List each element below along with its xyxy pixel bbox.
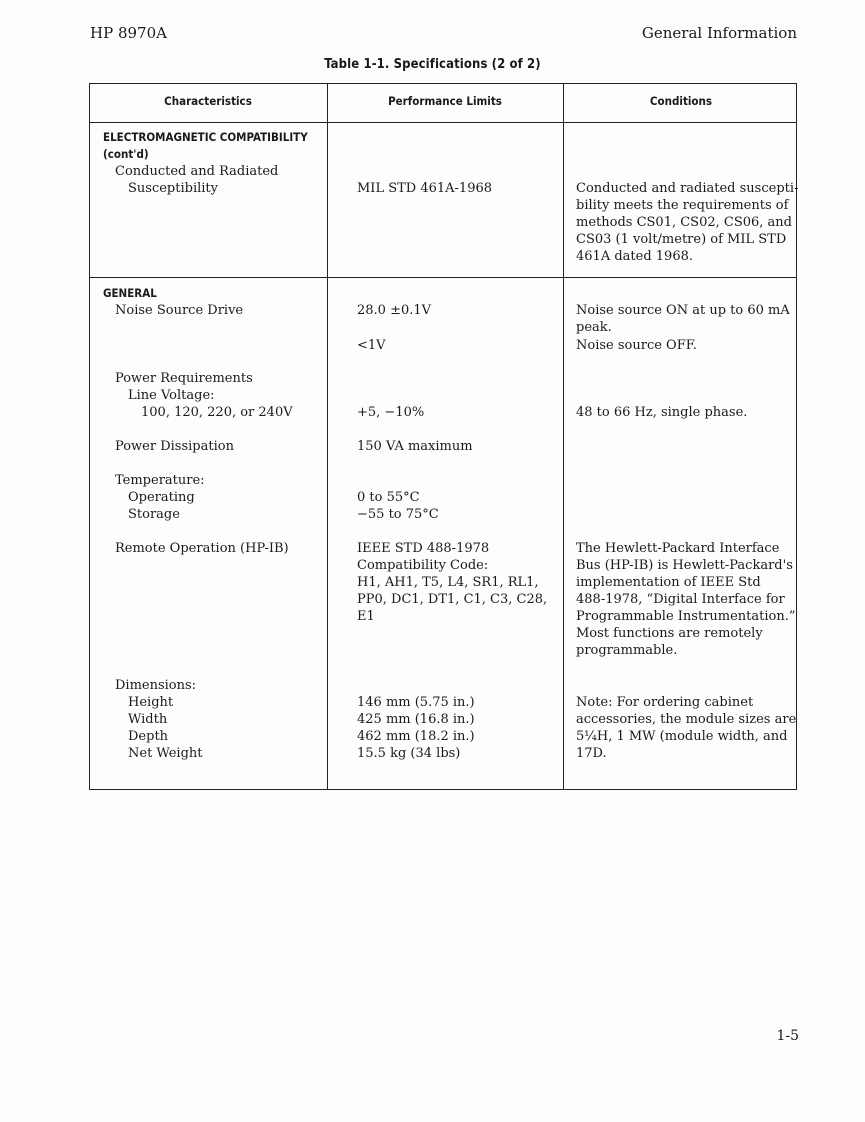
operating-temp-label: Operating	[128, 490, 195, 505]
column-header-performance-limits: Performance Limits	[388, 94, 502, 108]
dimension-label: Depth	[128, 729, 169, 744]
column-header-conditions: Conditions	[649, 94, 713, 108]
section-divider	[90, 277, 796, 278]
noise-on-condition: peak.	[576, 320, 612, 335]
remote-condition-line: 488-1978, “Digital Interface for	[576, 592, 785, 607]
header-model: HP 8970A	[90, 24, 167, 42]
emc-item-label: Susceptibility	[128, 181, 218, 196]
power-dissipation-label: Power Dissipation	[115, 439, 234, 454]
header-divider	[90, 122, 796, 123]
column-header-characteristics: Characteristics	[164, 94, 252, 108]
emc-condition-line: Conducted and radiated suscepti-	[576, 181, 799, 196]
dimension-note-line: 17D.	[576, 746, 607, 761]
line-voltage-condition: 48 to 66 Hz, single phase.	[576, 405, 748, 420]
line-voltage-label: Line Voltage:	[128, 388, 215, 403]
line-voltage-values: 100, 120, 220, or 240V	[141, 405, 293, 420]
column-divider	[563, 84, 564, 789]
dimension-note-line: Note: For ordering cabinet	[576, 695, 754, 710]
noise-on-limit: 28.0 ±0.1V	[357, 303, 432, 318]
remote-limit-line: H1, AH1, T5, L4, SR1, RL1,	[357, 575, 539, 590]
noise-off-limit: <1V	[357, 338, 386, 353]
page-number: 1-5	[776, 1028, 799, 1044]
column-divider	[327, 84, 328, 789]
dimension-value: 462 mm (18.2 in.)	[357, 729, 475, 744]
remote-limit-line: Compatibility Code:	[357, 558, 489, 573]
emc-condition-line: methods CS01, CS02, CS06, and	[576, 215, 792, 230]
header-section: General Information	[641, 24, 797, 42]
dimension-note-line: 5¼H, 1 MW (module width, and	[576, 729, 788, 744]
storage-temp-label: Storage	[128, 507, 180, 522]
emc-limit: MIL STD 461A-1968	[357, 181, 493, 196]
dimension-label: Height	[128, 695, 174, 710]
dimension-value: 15.5 kg (34 lbs)	[357, 746, 461, 761]
power-dissipation-limit: 150 VA maximum	[357, 439, 473, 454]
power-requirements-label: Power Requirements	[115, 371, 253, 386]
dimension-label: Width	[128, 712, 168, 727]
temperature-label: Temperature:	[115, 473, 205, 488]
remote-condition-line: Most functions are remotely	[576, 626, 763, 641]
table-title: Table 1-1. Specifications (2 of 2)	[324, 57, 541, 72]
noise-on-condition: Noise source ON at up to 60 mA	[576, 303, 790, 318]
dimension-label: Net Weight	[128, 746, 203, 761]
remote-condition-line: programmable.	[576, 643, 678, 658]
remote-condition-line: implementation of IEEE Std	[576, 575, 761, 590]
dimension-value: 425 mm (16.8 in.)	[357, 712, 475, 727]
section-heading-emc: ELECTROMAGNETIC COMPATIBILITY	[103, 130, 308, 144]
section-heading-emc-contd: (cont'd)	[103, 147, 149, 161]
operating-temp-limit: 0 to 55°C	[357, 490, 420, 505]
dimension-value: 146 mm (5.75 in.)	[357, 695, 475, 710]
dimensions-label: Dimensions:	[115, 678, 197, 693]
emc-condition-line: bility meets the requirements of	[576, 198, 789, 213]
remote-operation-label: Remote Operation (HP-IB)	[115, 541, 289, 556]
section-heading-general: GENERAL	[103, 286, 157, 300]
remote-limit-line: PP0, DC1, DT1, C1, C3, C28,	[357, 592, 548, 607]
noise-off-condition: Noise source OFF.	[576, 338, 697, 353]
remote-limit-line: E1	[357, 609, 375, 624]
remote-condition-line: Bus (HP-IB) is Hewlett-Packard's	[576, 558, 793, 573]
dimension-note-line: accessories, the module sizes are	[576, 712, 797, 727]
remote-condition-line: The Hewlett-Packard Interface	[576, 541, 780, 556]
emc-condition-line: CS03 (1 volt/metre) of MIL STD	[576, 232, 787, 247]
noise-source-drive-label: Noise Source Drive	[115, 303, 244, 318]
emc-item-label: Conducted and Radiated	[115, 164, 279, 179]
remote-condition-line: Programmable Instrumentation.”	[576, 609, 796, 624]
emc-condition-line: 461A dated 1968.	[576, 249, 693, 264]
storage-temp-limit: −55 to 75°C	[357, 507, 439, 522]
line-voltage-limit: +5, −10%	[357, 405, 425, 420]
remote-limit-line: IEEE STD 488-1978	[357, 541, 490, 556]
